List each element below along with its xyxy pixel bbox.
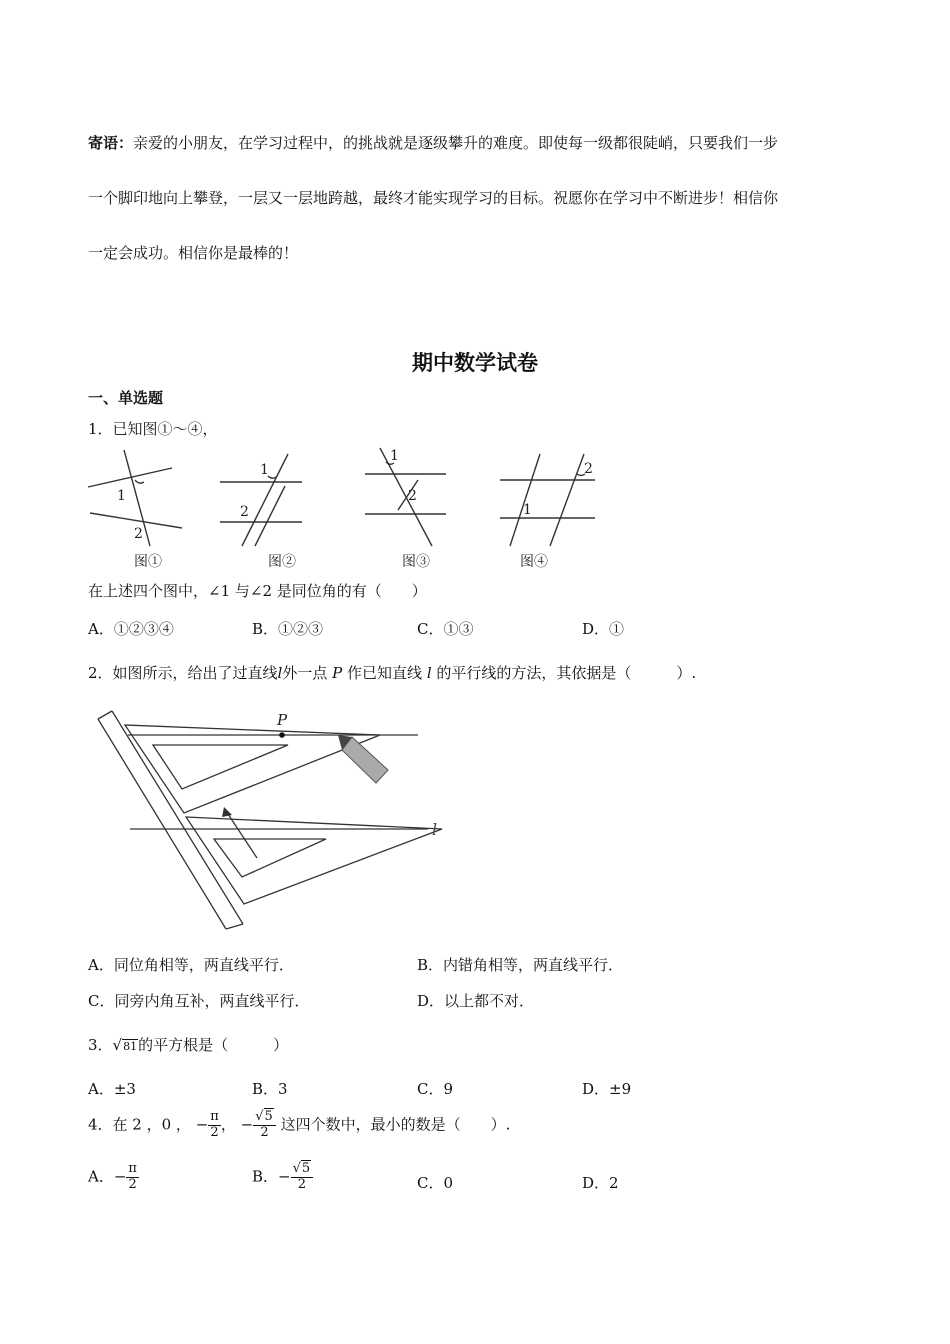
- q2-stem-d: 的平行线的方法，其依据是（ ）.: [436, 664, 697, 682]
- q2-option-c[interactable]: C．同旁内角互补，两直线平行．: [88, 992, 310, 1010]
- section-heading: 一、单选题: [88, 389, 164, 407]
- q2-figure: [90, 705, 460, 940]
- preface-line-2: 一个脚印地向上攀登，一层又一层地跨越，最终才能实现学习的目标。祝愿你在学习中不断进步！相信你: [88, 189, 779, 207]
- q4-neg-2: −: [240, 1115, 254, 1134]
- q2-stem-a: 2．如图所示，给出了过直线: [88, 664, 278, 682]
- fig2-angle-2: 2: [240, 504, 249, 520]
- q4-option-a[interactable]: A．− $\frac{\pi}{2}$: [88, 1161, 137, 1192]
- q1-option-a[interactable]: A．①②③④: [88, 620, 174, 638]
- q3-option-c[interactable]: C．9: [417, 1080, 454, 1098]
- fig1-angle-2: 2: [134, 526, 143, 542]
- q3-sqrt: √81: [112, 1036, 138, 1054]
- q2-var-p: P: [332, 664, 343, 682]
- q3-option-d[interactable]: D．±9: [582, 1080, 632, 1098]
- fig4-transversal-right: [550, 454, 584, 546]
- q4-option-b[interactable]: B．− $\frac{√5}{2}$: [252, 1162, 313, 1193]
- q4-option-a-frac: $\frac{\pi}{2}$: [128, 1161, 137, 1192]
- q3-rest: 的平方根是（ ）: [138, 1036, 289, 1054]
- q3-stem: [88, 1034, 288, 1055]
- fig4-angle-1: 1: [523, 502, 532, 518]
- lower-set-square-outer: [186, 817, 442, 904]
- fig2-label: 图②: [268, 554, 296, 570]
- preface-label: 寄语：: [88, 134, 134, 152]
- ruler-top-end: [98, 711, 112, 719]
- fig4-transversal-left: [510, 454, 540, 546]
- lower-set-square-inner: [214, 839, 326, 877]
- q2-stem-c: 作已知直线: [347, 664, 423, 682]
- q4-frac-pi: $\frac{\pi}{2}$: [210, 1109, 219, 1140]
- preface-text-1: 亲爱的小朋友，在学习过程中，的挑战就是逐级攀升的难度。即使每一级都很陡峭，只要我们一步: [133, 134, 779, 152]
- q1-option-b[interactable]: B．①②③: [252, 620, 324, 638]
- move-arrow-head: [222, 807, 232, 817]
- fig4-label: 图④: [520, 554, 548, 570]
- q2-stem: [88, 662, 696, 683]
- fig2-angle-1: 1: [260, 462, 269, 478]
- q4-comma: ，: [220, 1115, 236, 1134]
- preface-line-3: 一定会成功。相信你是最棒的！: [88, 244, 299, 262]
- q4-prefix: 4．在 2 ，0 ，: [88, 1115, 191, 1134]
- q2-option-a[interactable]: A．同位角相等，两直线平行．: [88, 956, 294, 974]
- q3-radicand: 81: [123, 1040, 138, 1053]
- page-title: 期中数学试卷: [412, 350, 538, 375]
- q3-option-b[interactable]: B．3: [252, 1080, 288, 1098]
- q4-stem: [88, 1110, 510, 1141]
- q1-stem: 1．已知图①～④，: [88, 420, 218, 438]
- q1-figures: [80, 440, 620, 570]
- ruler-outer-edge: [98, 719, 226, 929]
- line-l-label: l: [432, 820, 438, 839]
- q1-question: 在上述四个图中，∠1 与∠2 是同位角的有（ ）: [88, 582, 427, 600]
- q4-suffix: 这四个数中，最小的数是（ ）.: [280, 1115, 511, 1134]
- preface-line-1: [88, 132, 778, 153]
- q2-option-b[interactable]: B．内错角相等，两直线平行．: [417, 956, 624, 974]
- fig2-angle-arc: [268, 476, 276, 478]
- move-arrow-shaft: [226, 811, 257, 858]
- q4-option-c[interactable]: C．0: [417, 1174, 454, 1192]
- q3-number: 3．: [88, 1036, 113, 1054]
- q1-option-c[interactable]: C．①③: [417, 620, 474, 638]
- q2-option-d[interactable]: D．以上都不对．: [417, 992, 535, 1010]
- fig4-angle-2: 2: [584, 461, 593, 477]
- q4-option-d[interactable]: D．2: [582, 1174, 619, 1192]
- point-p-label: P: [277, 711, 288, 729]
- q4-option-b-frac: $\frac{√5}{2}$: [291, 1162, 314, 1193]
- fig1-angle-1: 1: [117, 488, 126, 504]
- q3-option-a[interactable]: A．±3: [88, 1080, 136, 1098]
- q2-stem-b: 外一点: [282, 664, 328, 682]
- fig2-transversal-right: [255, 486, 285, 546]
- fig3-angle-2: 2: [408, 488, 417, 504]
- point-p: [279, 732, 285, 738]
- q2-var-l: l: [277, 664, 283, 682]
- fig1-angle-arc: [135, 480, 144, 483]
- ruler-inner-edge: [112, 711, 243, 924]
- fig3-angle-1: 1: [390, 448, 399, 464]
- q4-neg-1: −: [195, 1115, 209, 1134]
- fig3-label: 图③: [402, 554, 430, 570]
- q2-var-l-2: l: [426, 664, 432, 682]
- q4-frac-sqrt5: $\frac{√5}{2}$: [253, 1110, 276, 1141]
- q1-option-d[interactable]: D．①: [582, 620, 625, 638]
- upper-set-square-inner: [153, 745, 288, 789]
- fig1-label: 图①: [134, 554, 162, 570]
- ruler-bottom-end: [226, 924, 243, 929]
